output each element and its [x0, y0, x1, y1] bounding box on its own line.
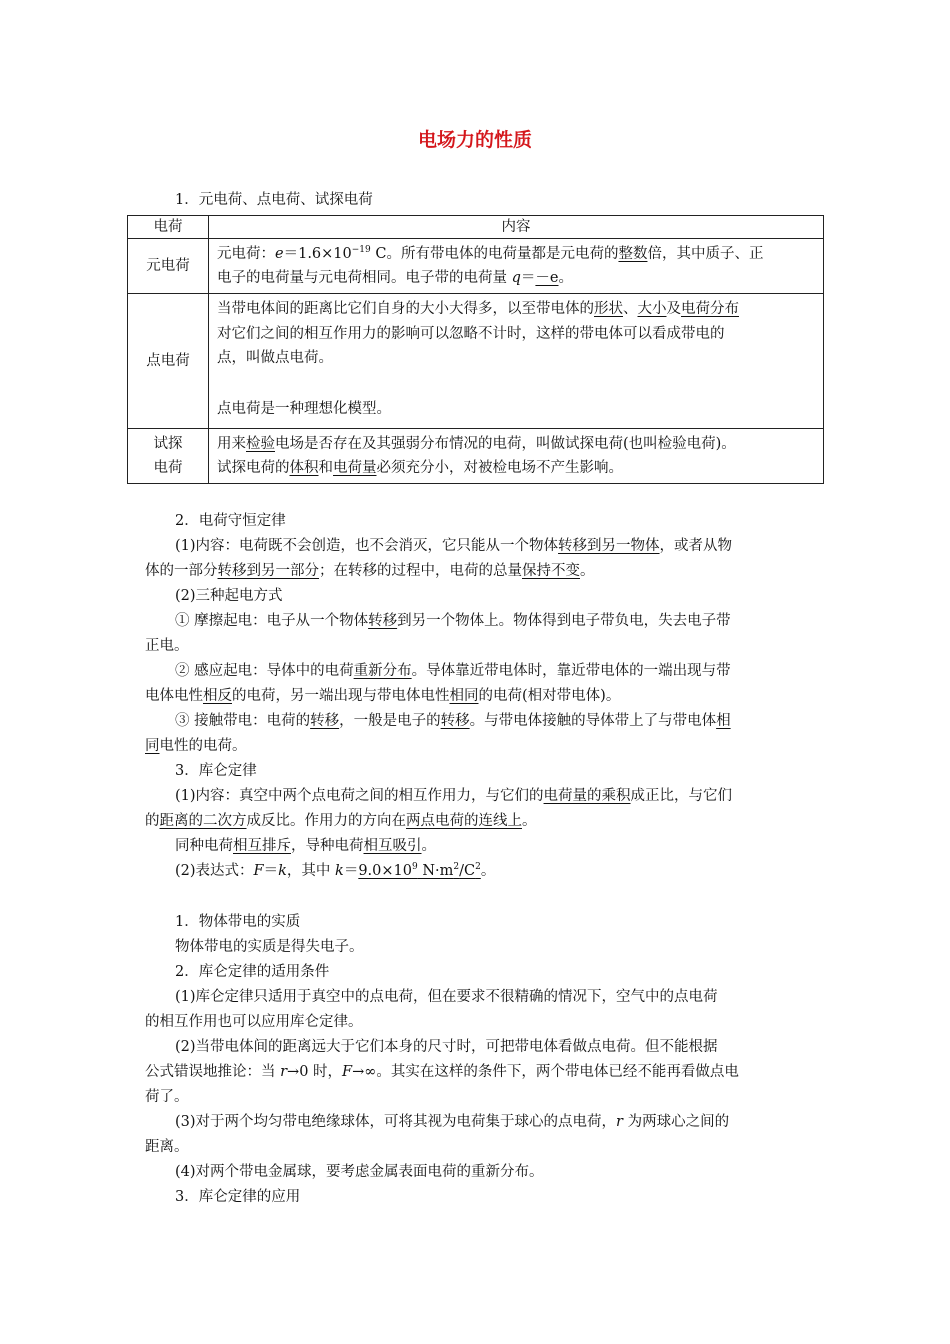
part2-heading-2: 2．库仑定律的适用条件	[175, 964, 330, 980]
page-title: 电场力的性质	[417, 129, 532, 151]
paragraph-line: 正电。	[145, 638, 189, 654]
paragraph-line: 公式错误地推论：当 r→0 时，F→∞。其实在这样的条件下，两个带电体已经不能再看做点电	[145, 1064, 739, 1080]
header-charge: 电荷	[128, 216, 209, 239]
paragraph-line: (3)对于两个均匀带电绝缘球体，可将其视为电荷集于球心的点电荷，r 为两球心之间的	[175, 1114, 730, 1130]
row-content: 当带电体间的距离比它们自身的大小大得多，以至带电体的形状、大小及电荷分布 对它们之间的相互作用力的影响可以忽略不计时，这样的带电体可以看成带电的 点，叫做点电荷。 点电荷是一种理想化模型。	[209, 294, 824, 429]
paragraph-line: 同电性的电荷。	[145, 738, 247, 754]
paragraph-line: 物体带电的实质是得失电子。	[175, 939, 364, 955]
paragraph-line: (2)当带电体间的距离远大于它们本身的尺寸时，可把带电体看做点电荷。但不能根据	[175, 1039, 718, 1055]
table-row	[128, 239, 824, 294]
row-name-point-charge: 点电荷	[128, 294, 209, 429]
paragraph-line: ③ 接触带电：电荷的转移，一般是电子的转移。与带电体接触的导体带上了与带电体相	[175, 713, 731, 729]
paragraph-line: ① 摩擦起电：电子从一个物体转移到另一个物体上。物体得到电子带负电，失去电子带	[175, 613, 731, 629]
paragraph-line: 的相互作用也可以应用库仑定律。	[145, 1014, 363, 1030]
section-3-heading: 3．库仑定律	[175, 763, 257, 779]
paragraph-line: 电体电性相反的电荷，另一端出现与带电体电性相同的电荷(相对带电体)。	[145, 688, 621, 704]
paragraph-line: 同种电荷相互排斥，导种电荷相互吸引。	[175, 838, 436, 854]
table-header-row	[128, 216, 824, 239]
paragraph-line: 的距离的二次方成反比。作用力的方向在两点电荷的连线上。	[145, 813, 537, 829]
row-name-elementary-charge: 元电荷	[128, 239, 209, 294]
paragraph-line: (4)对两个带电金属球，要考虑金属表面电荷的重新分布。	[175, 1164, 544, 1180]
section-1-heading: 1．元电荷、点电荷、试探电荷	[175, 192, 373, 208]
row-content: 用来检验电场是否存在及其强弱分布情况的电荷，叫做试探电荷(也叫检验电荷)。 试探电荷的体积和电荷量必须充分小，对被检电场不产生影响。	[209, 429, 824, 484]
header-content: 内容	[209, 216, 824, 239]
paragraph-line: (2)三种起电方式	[175, 588, 283, 604]
coulomb-formula-line: (2)表达式：F＝k，其中 $k=9.0\times 10^9$ $N\cdot m^2/C^2$。	[175, 862, 496, 879]
paragraph-line: 距离。	[145, 1139, 189, 1155]
paragraph-line: ② 感应起电：导体中的电荷重新分布。导体靠近带电体时，靠近带电体的一端出现与带	[175, 663, 731, 679]
row-content: 元电荷：$e=1.6\times 10^{-19}$ C。所有带电体的电荷量都是元电荷的整数倍，其中质子、正 电子的电荷量与元电荷相同。电子带的电荷量 q＝－e。	[209, 239, 824, 294]
paragraph-line: 荷了。	[145, 1089, 189, 1105]
part2-heading-3: 3．库仑定律的应用	[175, 1189, 301, 1205]
paragraph-line: (1)库仑定律只适用于真空中的点电荷，但在要求不很精确的情况下，空气中的点电荷	[175, 989, 718, 1005]
paragraph-line: (1)内容：真空中两个点电荷之间的相互作用力，与它们的电荷量的乘积成正比，与它们	[175, 788, 733, 804]
table-row	[128, 294, 824, 429]
paragraph-line: (1)内容：电荷既不会创造，也不会消灭，它只能从一个物体转移到另一物体，或者从物	[175, 538, 733, 554]
table-row	[128, 429, 824, 484]
part2-heading-1: 1．物体带电的实质	[175, 914, 301, 930]
paragraph-line: 体的一部分转移到另一部分；在转移的过程中，电荷的总量保持不变。	[145, 563, 595, 579]
charge-table	[127, 215, 824, 484]
row-name-test-charge: 试探 电荷	[128, 429, 209, 484]
section-2-heading: 2．电荷守恒定律	[175, 513, 286, 529]
